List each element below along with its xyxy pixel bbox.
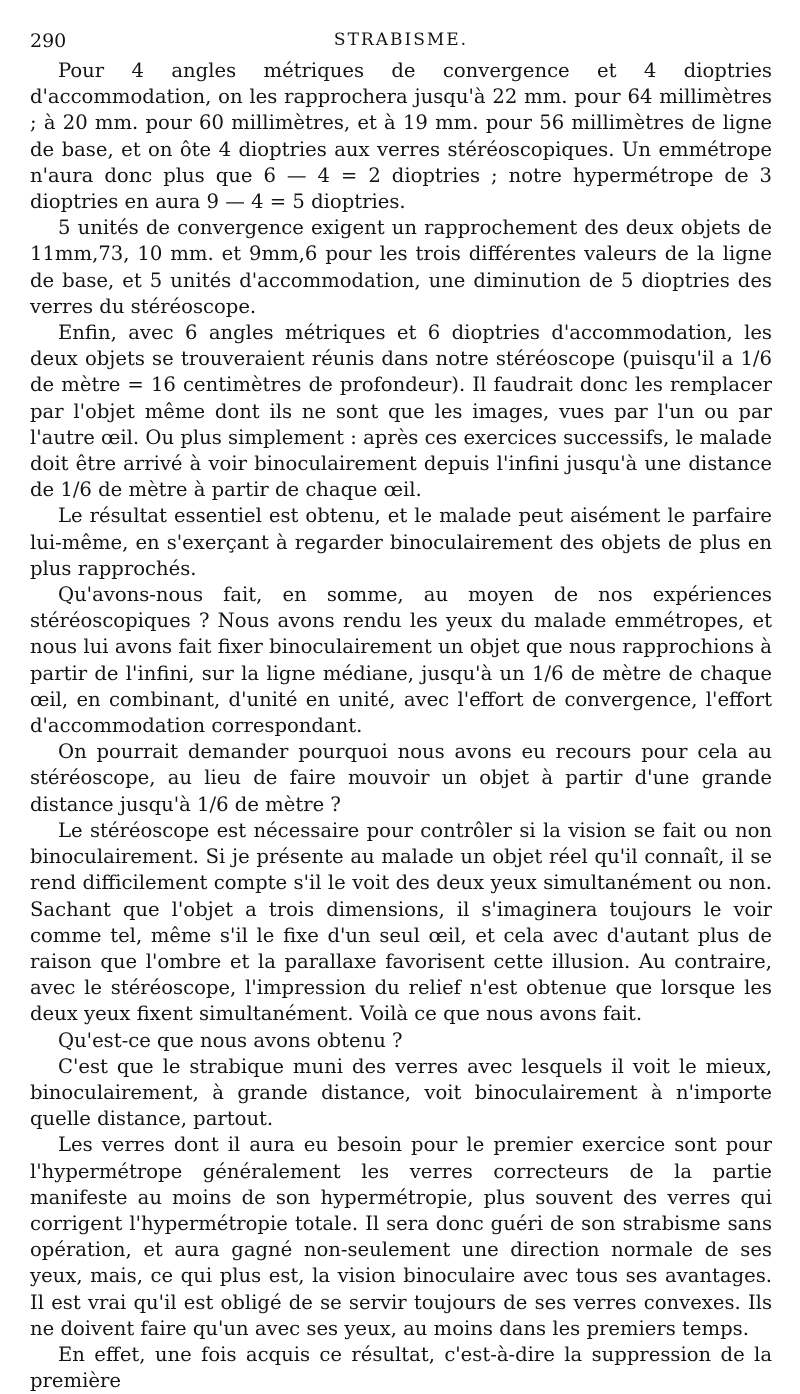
paragraph: Qu'avons-nous fait, en somme, au moyen de nos expériences stéréoscopiques ? Nous avons rendu les yeux du malade emmétropes, et nous lui avons fait fixer binoculairement un objet que nous rapprochions à partir de l'infini, sur la ligne médiane, jusqu'à un 1/6 de mètre de chaque œil, en combinant, d'unité en unité, avec l'effort de convergence, l'effort d'accommodation correspondant. — [30, 583, 772, 738]
page-number: 290 — [30, 30, 67, 52]
paragraph: Les verres dont il aura eu besoin pour le premier exercice sont pour l'hypermétrope généralement les verres correcteurs de la partie manifeste au moins de son hypermétropie, plus souvent des verres qui corrigent l'hypermétropie totale. Il sera donc guéri de son strabisme sans opération, et aura gagné non-seulement une direction normale de ses yeux, mais, ce qui plus est, la vision binoculaire avec tous ses avantages. Il est vrai qu'il est obligé de se servir toujours de ses verres convexes. Ils ne doivent faire qu'un avec ses yeux, au moins dans les premiers temps. — [30, 1133, 772, 1340]
paragraph: Le stéréoscope est nécessaire pour contrôler si la vision se fait ou non binoculairement. Si je présente au malade un objet réel qu'il connaît, il se rend difficilement compte s'il le voit des deux yeux simultanément ou non. Sachant que l'objet a trois dimensions, il s'imaginera toujours le voir comme tel, même s'il le fixe d'un seul œil, et cela avec d'autant plus de raison que l'ombre et la parallaxe favorisent cette illusion. Au contraire, avec le stéréoscope, l'impression du relief n'est obtenue que lorsque les deux yeux fixent simultanément. Voilà ce que nous avons fait. — [30, 818, 772, 1026]
paragraph: Pour 4 angles métriques de convergence et 4 dioptries d'accommodation, on les rapprochera jusqu'à 22 mm. pour 64 millimètres ; à 20 mm. pour 60 millimètres, et à 19 mm. pour 56 millimètres de ligne de base, et on ôte 4 dioptries aux verres stéréoscopiques. Un emmétrope n'aura donc plus que 6 — 4 = 2 dioptries ; notre hypermétrope de 3 dioptries en aura 9 — 4 = 5 dioptries. — [30, 59, 772, 214]
paragraph: Qu'est-ce que nous avons obtenu ? — [58, 1028, 403, 1052]
book-page — [30, 24, 772, 1394]
body-text — [30, 58, 772, 1394]
paragraph: Enfin, avec 6 angles métriques et 6 dioptries d'accommodation, les deux objets se trouveraient réunis dans notre stéréoscope (puisqu'il a 1/6 de mètre = 16 centimètres de profondeur). Il faudrait donc les remplacer par l'objet même dont ils ne sont que les images, vues par l'un ou par l'autre œil. Ou plus simplement : après ces exercices successifs, le malade doit être arrivé à voir binoculairement depuis l'infini jusqu'à une distance de 1/6 de mètre à partir de chaque œil. — [30, 321, 772, 502]
paragraph: 5 unités de convergence exigent un rapprochement des deux objets de 11mm,73, 10 mm. et 9mm,6 pour les trois différentes valeurs de la ligne de base, et 5 unités d'accommodation, une diminution de 5 dioptries des verres du stéréoscope. — [30, 216, 772, 318]
paragraph: On pourrait demander pourquoi nous avons eu recours pour cela au stéréoscope, au lieu de faire mouvoir un objet à partir d'une grande distance jusqu'à 1/6 de mètre ? — [30, 740, 772, 816]
page-header — [30, 24, 772, 58]
paragraph: Le résultat essentiel est obtenu, et le malade peut aisément le parfaire lui-même, en s'exerçant à regarder binoculairement des objets de plus en plus rapprochés. — [30, 504, 772, 580]
paragraph: C'est que le strabique muni des verres avec lesquels il voit le mieux, binoculairement, à grande distance, voit binoculairement à n'importe quelle distance, partout. — [30, 1054, 772, 1131]
running-title: STRABISME. — [333, 30, 469, 50]
paragraph: En effet, une fois acquis ce résultat, c'est-à-dire la suppression de la première — [30, 1342, 772, 1393]
